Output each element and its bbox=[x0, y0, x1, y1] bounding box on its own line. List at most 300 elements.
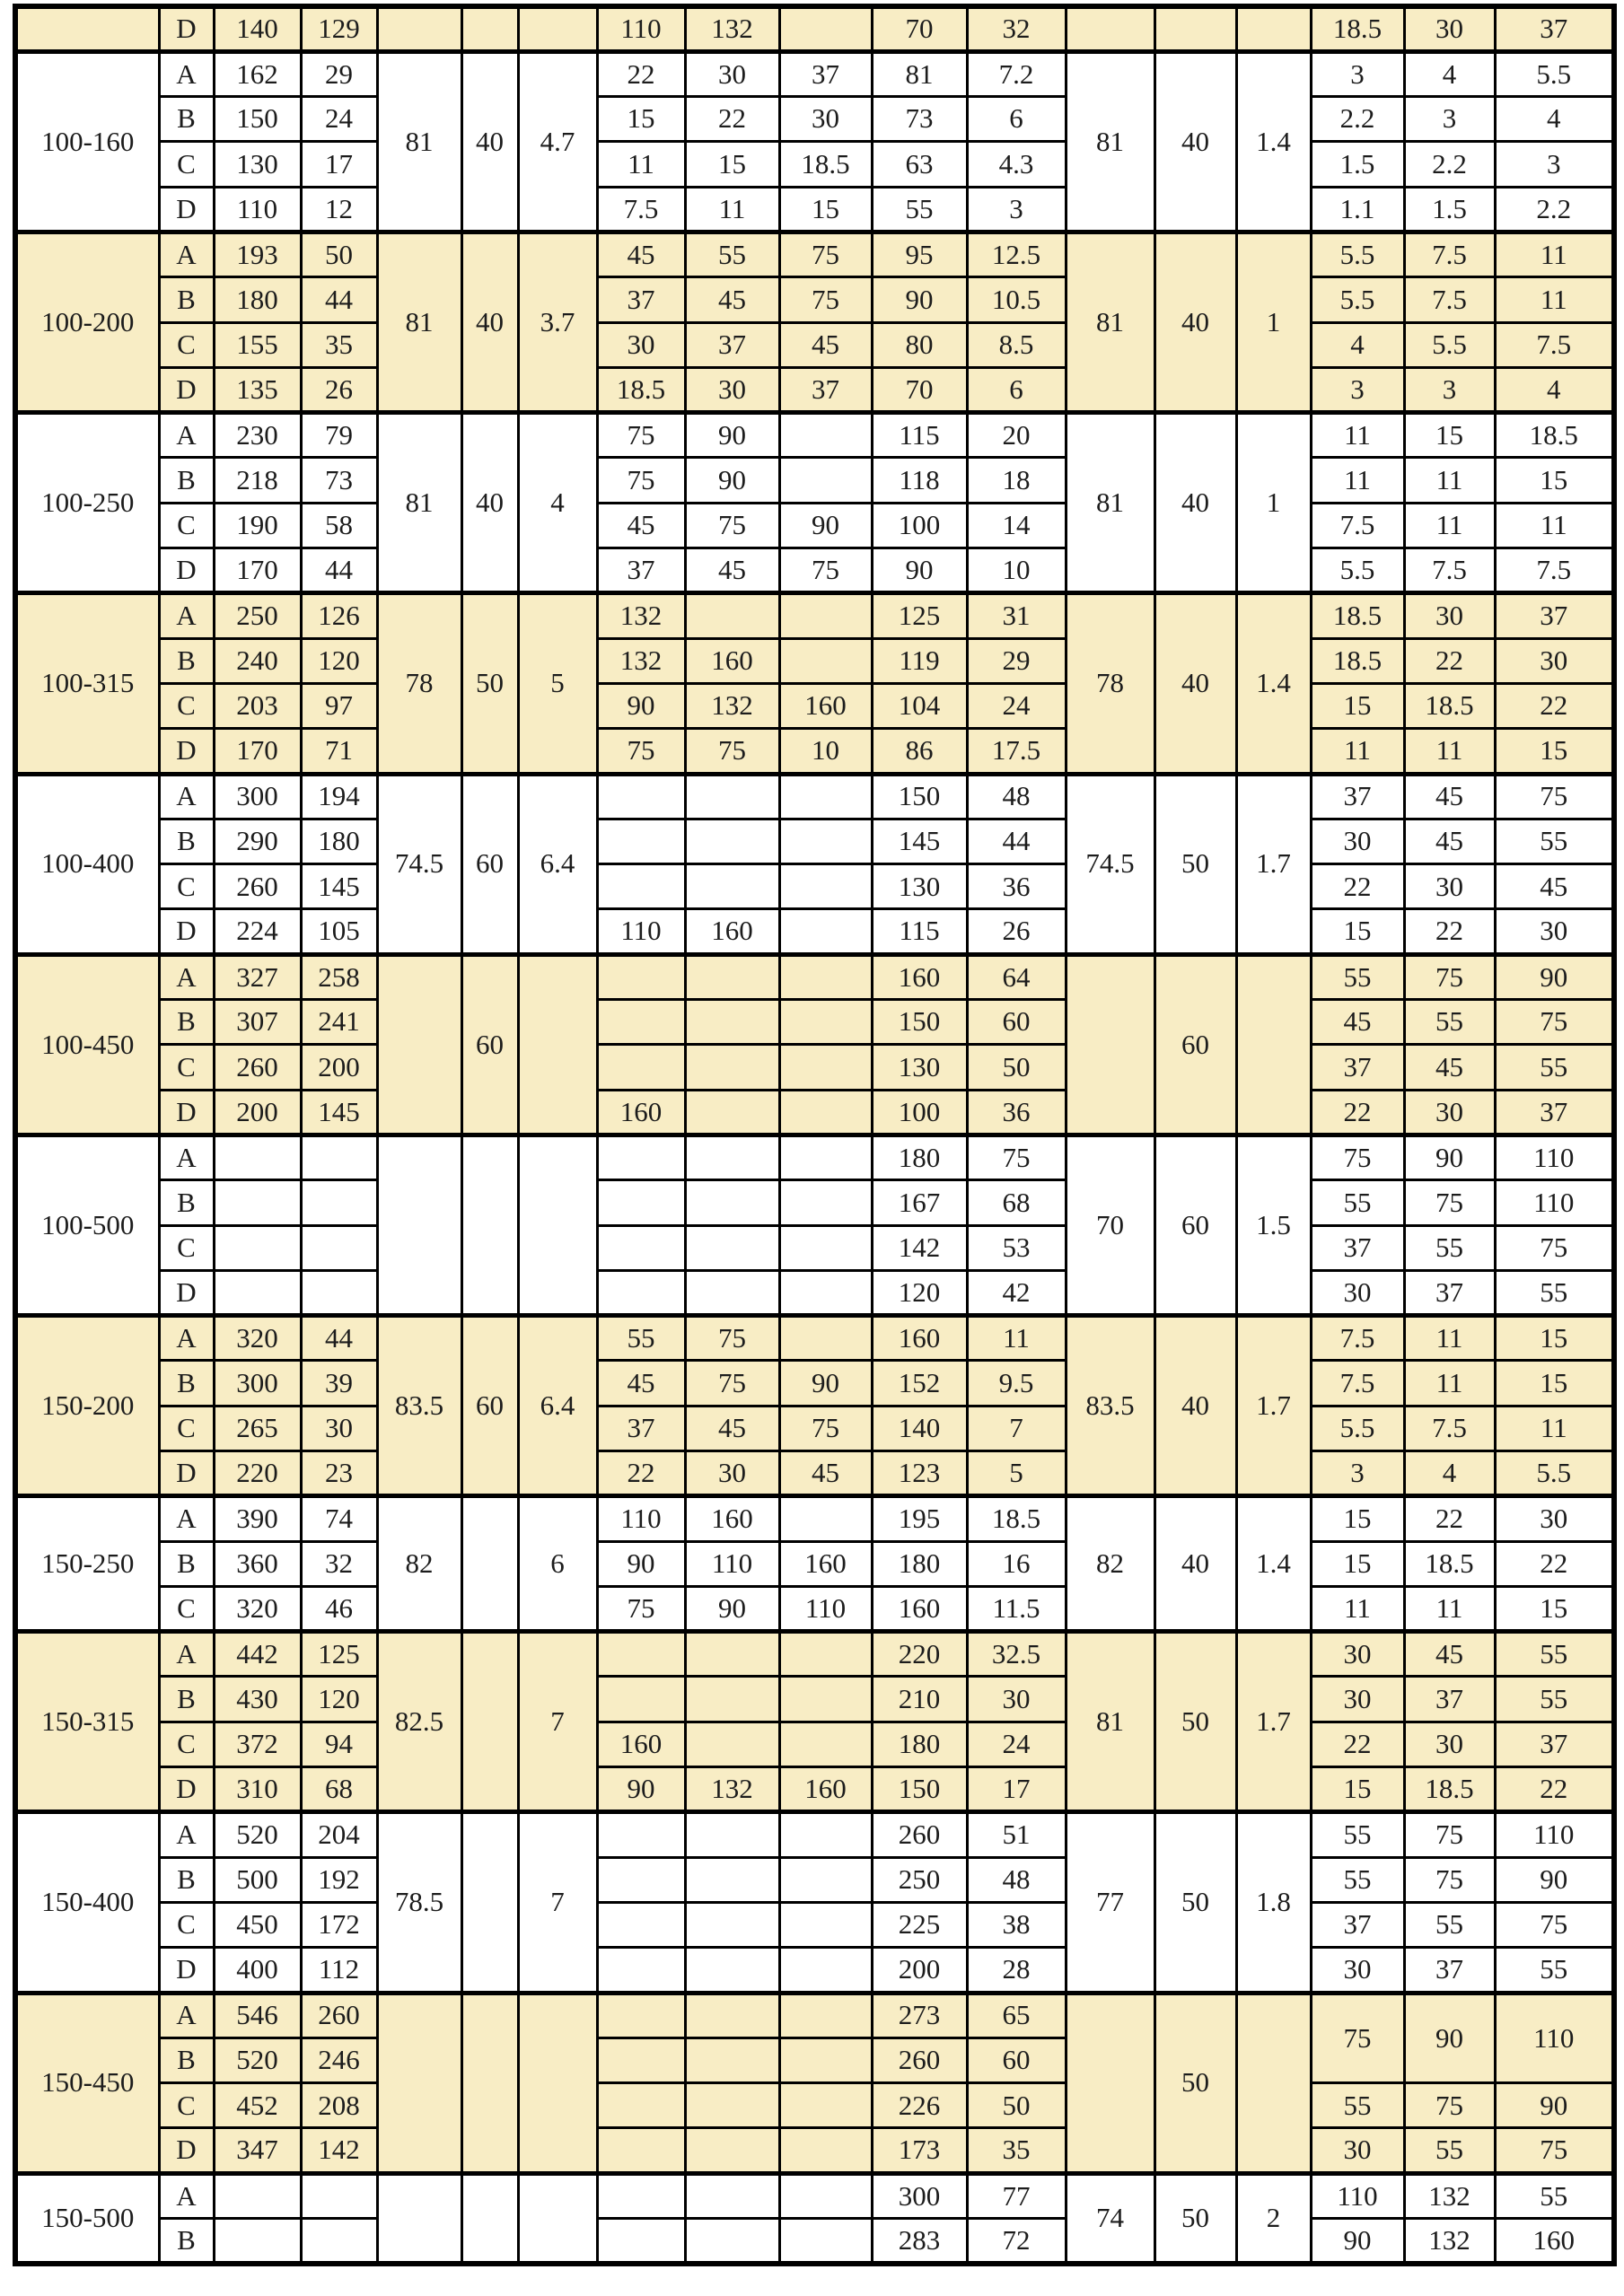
value-cell: 132 bbox=[597, 593, 685, 638]
merged-value-cell: 40 bbox=[1154, 232, 1236, 412]
value-cell: 15 bbox=[1311, 683, 1404, 728]
value-cell: 150 bbox=[872, 1000, 967, 1045]
value-cell: 22 bbox=[1311, 864, 1404, 909]
value-cell: 55 bbox=[872, 187, 967, 232]
value-cell: 260 bbox=[872, 2037, 967, 2082]
value-cell: 7.5 bbox=[1404, 548, 1495, 593]
value-cell: 30 bbox=[1404, 593, 1495, 638]
value-cell: 30 bbox=[685, 51, 779, 96]
letter-cell: D bbox=[159, 6, 214, 51]
value-cell: 90 bbox=[1404, 1135, 1495, 1179]
value-cell: 70 bbox=[872, 367, 967, 412]
value-cell: 204 bbox=[301, 1812, 377, 1857]
letter-cell: C bbox=[159, 1406, 214, 1450]
value-cell: 452 bbox=[214, 2083, 301, 2128]
value-cell: 90 bbox=[779, 503, 872, 548]
value-cell: 307 bbox=[214, 1000, 301, 1045]
value-cell: 14 bbox=[967, 503, 1066, 548]
value-cell: 30 bbox=[1311, 1270, 1404, 1315]
value-cell: 44 bbox=[967, 819, 1066, 863]
merged-value-cell: 50 bbox=[1154, 1993, 1236, 2173]
value-cell: 4 bbox=[1311, 322, 1404, 367]
value-cell bbox=[685, 1993, 779, 2037]
value-cell bbox=[685, 1090, 779, 1135]
value-cell: 160 bbox=[779, 1767, 872, 1812]
value-cell: 2.2 bbox=[1311, 97, 1404, 142]
value-cell: 45 bbox=[779, 1451, 872, 1496]
value-cell: 190 bbox=[214, 503, 301, 548]
value-cell: 73 bbox=[301, 458, 377, 503]
table-row bbox=[15, 1767, 1614, 1812]
value-cell: 18 bbox=[967, 458, 1066, 503]
value-cell: 75 bbox=[1404, 1857, 1495, 1902]
value-cell: 320 bbox=[214, 1316, 301, 1361]
value-cell: 130 bbox=[214, 142, 301, 187]
merged-value-cell bbox=[377, 2173, 461, 2264]
value-cell bbox=[214, 1180, 301, 1225]
value-cell: 170 bbox=[214, 548, 301, 593]
value-cell: 110 bbox=[597, 1496, 685, 1541]
letter-cell: C bbox=[159, 503, 214, 548]
value-cell bbox=[597, 1677, 685, 1722]
merged-value-cell: 5 bbox=[518, 593, 597, 774]
value-cell: 42 bbox=[967, 1270, 1066, 1315]
value-cell: 17 bbox=[967, 1767, 1066, 1812]
value-cell: 5.5 bbox=[1311, 277, 1404, 322]
value-cell: 75 bbox=[685, 503, 779, 548]
value-cell: 11 bbox=[1404, 1586, 1495, 1631]
value-cell: 55 bbox=[597, 1316, 685, 1361]
value-cell: 30 bbox=[1404, 1722, 1495, 1766]
value-cell bbox=[685, 774, 779, 819]
value-cell: 45 bbox=[779, 322, 872, 367]
letter-cell: C bbox=[159, 683, 214, 728]
value-cell: 7.5 bbox=[1495, 322, 1614, 367]
model-cell: 100-400 bbox=[15, 774, 159, 954]
merged-value-cell: 78 bbox=[377, 593, 461, 774]
value-cell: 11 bbox=[1495, 503, 1614, 548]
value-cell: 44 bbox=[301, 277, 377, 322]
value-cell: 18.5 bbox=[1311, 6, 1404, 51]
value-cell: 22 bbox=[1404, 1496, 1495, 1541]
value-cell bbox=[779, 6, 872, 51]
value-cell: 400 bbox=[214, 1948, 301, 1993]
value-cell: 60 bbox=[967, 1000, 1066, 1045]
value-cell: 30 bbox=[779, 97, 872, 142]
merged-value-cell: 40 bbox=[461, 51, 518, 232]
value-cell: 145 bbox=[301, 1090, 377, 1135]
merged-value-cell bbox=[461, 1632, 518, 1812]
value-cell: 100 bbox=[872, 503, 967, 548]
letter-cell: A bbox=[159, 954, 214, 999]
value-cell: 7 bbox=[967, 1406, 1066, 1450]
value-cell: 112 bbox=[301, 1948, 377, 1993]
letter-cell: D bbox=[159, 367, 214, 412]
value-cell: 11 bbox=[1311, 458, 1404, 503]
value-cell bbox=[685, 1948, 779, 1993]
value-cell bbox=[685, 2083, 779, 2128]
merged-value-cell bbox=[377, 954, 461, 1135]
value-cell: 18.5 bbox=[1404, 1767, 1495, 1812]
value-cell: 300 bbox=[214, 1361, 301, 1406]
value-cell bbox=[685, 1135, 779, 1179]
value-cell: 110 bbox=[597, 6, 685, 51]
value-cell: 290 bbox=[214, 819, 301, 863]
letter-cell: D bbox=[159, 1948, 214, 1993]
merged-value-cell: 1.4 bbox=[1236, 1496, 1311, 1632]
value-cell: 37 bbox=[1311, 1045, 1404, 1090]
spec-table bbox=[13, 4, 1617, 2266]
value-cell: 11 bbox=[1495, 277, 1614, 322]
value-cell: 260 bbox=[214, 1045, 301, 1090]
merged-value-cell: 82 bbox=[377, 1496, 461, 1632]
value-cell: 110 bbox=[1495, 1180, 1614, 1225]
letter-cell: A bbox=[159, 593, 214, 638]
letter-cell: C bbox=[159, 142, 214, 187]
merged-value-cell: 1.7 bbox=[1236, 1632, 1311, 1812]
value-cell: 105 bbox=[301, 909, 377, 954]
merged-value-cell bbox=[377, 6, 461, 51]
merged-value-cell: 60 bbox=[461, 774, 518, 954]
value-cell: 60 bbox=[967, 2037, 1066, 2082]
value-cell: 1.1 bbox=[1311, 187, 1404, 232]
merged-value-cell bbox=[461, 6, 518, 51]
value-cell bbox=[597, 1270, 685, 1315]
letter-cell: A bbox=[159, 1632, 214, 1677]
value-cell: 130 bbox=[872, 1045, 967, 1090]
value-cell: 160 bbox=[597, 1090, 685, 1135]
value-cell: 22 bbox=[1495, 1541, 1614, 1586]
value-cell: 4 bbox=[1495, 97, 1614, 142]
value-cell: 7.5 bbox=[1311, 1361, 1404, 1406]
value-cell bbox=[301, 1225, 377, 1270]
value-cell: 11.5 bbox=[967, 1586, 1066, 1631]
merged-value-cell: 74.5 bbox=[377, 774, 461, 954]
value-cell bbox=[685, 1902, 779, 1947]
value-cell: 24 bbox=[967, 1722, 1066, 1766]
value-cell: 30 bbox=[685, 1451, 779, 1496]
value-cell: 240 bbox=[214, 638, 301, 683]
value-cell: 10 bbox=[779, 729, 872, 774]
value-cell: 22 bbox=[1404, 909, 1495, 954]
letter-cell: C bbox=[159, 1045, 214, 1090]
value-cell: 37 bbox=[1404, 1948, 1495, 1993]
value-cell: 31 bbox=[967, 593, 1066, 638]
value-cell: 55 bbox=[1404, 1225, 1495, 1270]
table-row bbox=[15, 503, 1614, 548]
value-cell: 12 bbox=[301, 187, 377, 232]
table-row bbox=[15, 1677, 1614, 1722]
value-cell: 90 bbox=[872, 548, 967, 593]
value-cell: 75 bbox=[597, 413, 685, 458]
value-cell: 50 bbox=[967, 2083, 1066, 2128]
value-cell bbox=[685, 1857, 779, 1902]
merged-value-cell: 40 bbox=[461, 413, 518, 593]
value-cell bbox=[685, 1722, 779, 1766]
value-cell: 18.5 bbox=[597, 367, 685, 412]
merged-value-cell: 50 bbox=[1154, 774, 1236, 954]
value-cell: 220 bbox=[872, 1632, 967, 1677]
value-cell: 81 bbox=[872, 51, 967, 96]
value-cell: 75 bbox=[1495, 2128, 1614, 2173]
value-cell: 75 bbox=[597, 1586, 685, 1631]
model-cell: 100-200 bbox=[15, 232, 159, 412]
value-cell: 104 bbox=[872, 683, 967, 728]
letter-cell: A bbox=[159, 2173, 214, 2218]
value-cell: 75 bbox=[685, 729, 779, 774]
merged-value-cell: 1.8 bbox=[1236, 1812, 1311, 1993]
value-cell: 9.5 bbox=[967, 1361, 1066, 1406]
merged-value-cell: 40 bbox=[1154, 51, 1236, 232]
value-cell: 55 bbox=[1311, 1180, 1404, 1225]
merged-value-cell: 81 bbox=[1066, 1632, 1154, 1812]
table-row bbox=[15, 864, 1614, 909]
merged-value-cell: 82 bbox=[1066, 1496, 1154, 1632]
value-cell: 6 bbox=[967, 97, 1066, 142]
merged-value-cell: 3.7 bbox=[518, 232, 597, 412]
value-cell: 372 bbox=[214, 1722, 301, 1766]
value-cell: 125 bbox=[872, 593, 967, 638]
value-cell: 72 bbox=[967, 2219, 1066, 2264]
value-cell: 110 bbox=[1495, 1993, 1614, 2083]
value-cell bbox=[597, 1000, 685, 1045]
value-cell: 100 bbox=[872, 1090, 967, 1135]
value-cell bbox=[301, 1180, 377, 1225]
letter-cell: B bbox=[159, 819, 214, 863]
value-cell: 55 bbox=[1311, 1857, 1404, 1902]
value-cell bbox=[779, 909, 872, 954]
value-cell: 37 bbox=[1495, 593, 1614, 638]
value-cell bbox=[779, 458, 872, 503]
value-cell: 23 bbox=[301, 1451, 377, 1496]
value-cell: 110 bbox=[1495, 1135, 1614, 1179]
value-cell bbox=[685, 2219, 779, 2264]
value-cell: 90 bbox=[685, 458, 779, 503]
value-cell: 15 bbox=[1495, 1316, 1614, 1361]
value-cell: 50 bbox=[967, 1045, 1066, 1090]
value-cell: 442 bbox=[214, 1632, 301, 1677]
merged-value-cell bbox=[1066, 1993, 1154, 2173]
value-cell: 110 bbox=[1311, 2173, 1404, 2218]
table-row bbox=[15, 954, 1614, 999]
letter-cell: A bbox=[159, 1812, 214, 1857]
table-row bbox=[15, 1225, 1614, 1270]
table-row bbox=[15, 548, 1614, 593]
value-cell: 75 bbox=[685, 1316, 779, 1361]
value-cell: 18.5 bbox=[1404, 1541, 1495, 1586]
value-cell: 2.2 bbox=[1495, 187, 1614, 232]
value-cell: 55 bbox=[1311, 954, 1404, 999]
table-row bbox=[15, 2173, 1614, 2218]
letter-cell: A bbox=[159, 1993, 214, 2037]
table-row bbox=[15, 819, 1614, 863]
model-cell: 150-450 bbox=[15, 1993, 159, 2173]
value-cell: 173 bbox=[872, 2128, 967, 2173]
table-row bbox=[15, 6, 1614, 51]
value-cell: 94 bbox=[301, 1722, 377, 1766]
value-cell: 160 bbox=[1495, 2219, 1614, 2264]
value-cell bbox=[597, 2128, 685, 2173]
merged-value-cell: 77 bbox=[1066, 1812, 1154, 1993]
table-row bbox=[15, 729, 1614, 774]
value-cell: 15 bbox=[597, 97, 685, 142]
value-cell: 15 bbox=[1495, 729, 1614, 774]
value-cell: 45 bbox=[685, 548, 779, 593]
value-cell: 110 bbox=[214, 187, 301, 232]
value-cell: 63 bbox=[872, 142, 967, 187]
value-cell: 46 bbox=[301, 1586, 377, 1631]
table-row bbox=[15, 1090, 1614, 1135]
merged-value-cell: 81 bbox=[1066, 413, 1154, 593]
value-cell: 70 bbox=[872, 6, 967, 51]
value-cell: 22 bbox=[1495, 683, 1614, 728]
value-cell: 3 bbox=[1404, 367, 1495, 412]
value-cell: 30 bbox=[597, 322, 685, 367]
value-cell: 250 bbox=[214, 593, 301, 638]
merged-value-cell: 60 bbox=[1154, 954, 1236, 1135]
value-cell bbox=[685, 1270, 779, 1315]
value-cell: 132 bbox=[1404, 2173, 1495, 2218]
merged-value-cell: 78 bbox=[1066, 593, 1154, 774]
model-cell: 150-500 bbox=[15, 2173, 159, 2264]
value-cell: 28 bbox=[967, 1948, 1066, 1993]
value-cell bbox=[779, 1632, 872, 1677]
value-cell: 160 bbox=[779, 683, 872, 728]
value-cell: 7.5 bbox=[1404, 277, 1495, 322]
value-cell: 132 bbox=[597, 638, 685, 683]
value-cell: 160 bbox=[685, 1496, 779, 1541]
merged-value-cell: 40 bbox=[1154, 1316, 1236, 1496]
value-cell: 155 bbox=[214, 322, 301, 367]
value-cell bbox=[685, 1225, 779, 1270]
value-cell: 45 bbox=[1404, 1045, 1495, 1090]
value-cell: 10 bbox=[967, 548, 1066, 593]
merged-value-cell: 1.4 bbox=[1236, 51, 1311, 232]
value-cell: 51 bbox=[967, 1812, 1066, 1857]
value-cell bbox=[214, 2173, 301, 2218]
value-cell: 11 bbox=[1404, 729, 1495, 774]
value-cell: 125 bbox=[301, 1632, 377, 1677]
value-cell: 150 bbox=[214, 97, 301, 142]
value-cell: 90 bbox=[779, 1361, 872, 1406]
value-cell: 55 bbox=[1311, 1812, 1404, 1857]
value-cell: 45 bbox=[1404, 1632, 1495, 1677]
value-cell: 15 bbox=[1311, 1541, 1404, 1586]
value-cell bbox=[597, 1225, 685, 1270]
value-cell: 90 bbox=[1404, 1993, 1495, 2083]
value-cell: 310 bbox=[214, 1767, 301, 1812]
merged-value-cell bbox=[377, 1135, 461, 1315]
value-cell: 45 bbox=[597, 503, 685, 548]
value-cell: 260 bbox=[301, 1993, 377, 2037]
value-cell bbox=[685, 1632, 779, 1677]
value-cell: 360 bbox=[214, 1541, 301, 1586]
table-row bbox=[15, 1361, 1614, 1406]
value-cell: 15 bbox=[1495, 1586, 1614, 1631]
spec-table-body bbox=[15, 6, 1614, 2264]
value-cell: 30 bbox=[967, 1677, 1066, 1722]
value-cell: 327 bbox=[214, 954, 301, 999]
value-cell: 26 bbox=[967, 909, 1066, 954]
value-cell: 120 bbox=[301, 638, 377, 683]
merged-value-cell: 83.5 bbox=[377, 1316, 461, 1496]
value-cell: 5.5 bbox=[1311, 232, 1404, 276]
letter-cell: A bbox=[159, 774, 214, 819]
merged-value-cell bbox=[461, 1496, 518, 1632]
table-row bbox=[15, 2083, 1614, 2128]
model-cell: 100-450 bbox=[15, 954, 159, 1135]
table-row bbox=[15, 1316, 1614, 1361]
model-cell: 100-250 bbox=[15, 413, 159, 593]
value-cell: 152 bbox=[872, 1361, 967, 1406]
table-row bbox=[15, 1632, 1614, 1677]
table-row bbox=[15, 2128, 1614, 2173]
value-cell: 203 bbox=[214, 683, 301, 728]
letter-cell: A bbox=[159, 1496, 214, 1541]
value-cell: 37 bbox=[1311, 774, 1404, 819]
value-cell bbox=[597, 819, 685, 863]
value-cell: 37 bbox=[779, 367, 872, 412]
value-cell: 142 bbox=[301, 2128, 377, 2173]
value-cell bbox=[597, 1993, 685, 2037]
value-cell: 39 bbox=[301, 1361, 377, 1406]
table-row bbox=[15, 1722, 1614, 1766]
value-cell: 22 bbox=[685, 97, 779, 142]
merged-value-cell bbox=[377, 1993, 461, 2173]
value-cell: 90 bbox=[1495, 2083, 1614, 2128]
value-cell: 200 bbox=[301, 1045, 377, 1090]
value-cell: 30 bbox=[1495, 909, 1614, 954]
value-cell: 140 bbox=[214, 6, 301, 51]
value-cell: 45 bbox=[1404, 819, 1495, 863]
value-cell: 160 bbox=[597, 1722, 685, 1766]
table-row bbox=[15, 909, 1614, 954]
value-cell: 200 bbox=[214, 1090, 301, 1135]
value-cell: 390 bbox=[214, 1496, 301, 1541]
value-cell: 75 bbox=[1404, 1180, 1495, 1225]
value-cell: 95 bbox=[872, 232, 967, 276]
value-cell: 273 bbox=[872, 1993, 967, 2037]
value-cell: 11 bbox=[967, 1316, 1066, 1361]
table-row bbox=[15, 51, 1614, 96]
value-cell: 75 bbox=[1311, 1135, 1404, 1179]
value-cell: 17 bbox=[301, 142, 377, 187]
value-cell: 32.5 bbox=[967, 1632, 1066, 1677]
value-cell: 90 bbox=[1311, 2219, 1404, 2264]
table-row bbox=[15, 1948, 1614, 1993]
value-cell: 300 bbox=[214, 774, 301, 819]
merged-value-cell bbox=[518, 1135, 597, 1315]
merged-value-cell: 60 bbox=[461, 1316, 518, 1496]
model-cell: 100-315 bbox=[15, 593, 159, 774]
value-cell: 3 bbox=[1311, 51, 1404, 96]
value-cell bbox=[779, 593, 872, 638]
value-cell bbox=[685, 593, 779, 638]
value-cell bbox=[597, 1857, 685, 1902]
value-cell: 132 bbox=[1404, 2219, 1495, 2264]
value-cell: 30 bbox=[1495, 1496, 1614, 1541]
merged-value-cell bbox=[1154, 6, 1236, 51]
value-cell bbox=[597, 1045, 685, 1090]
value-cell: 7.5 bbox=[1404, 1406, 1495, 1450]
merged-value-cell: 83.5 bbox=[1066, 1316, 1154, 1496]
value-cell: 75 bbox=[1495, 1225, 1614, 1270]
value-cell: 29 bbox=[967, 638, 1066, 683]
value-cell: 75 bbox=[597, 729, 685, 774]
value-cell: 260 bbox=[214, 864, 301, 909]
letter-cell: B bbox=[159, 2037, 214, 2082]
value-cell: 430 bbox=[214, 1677, 301, 1722]
